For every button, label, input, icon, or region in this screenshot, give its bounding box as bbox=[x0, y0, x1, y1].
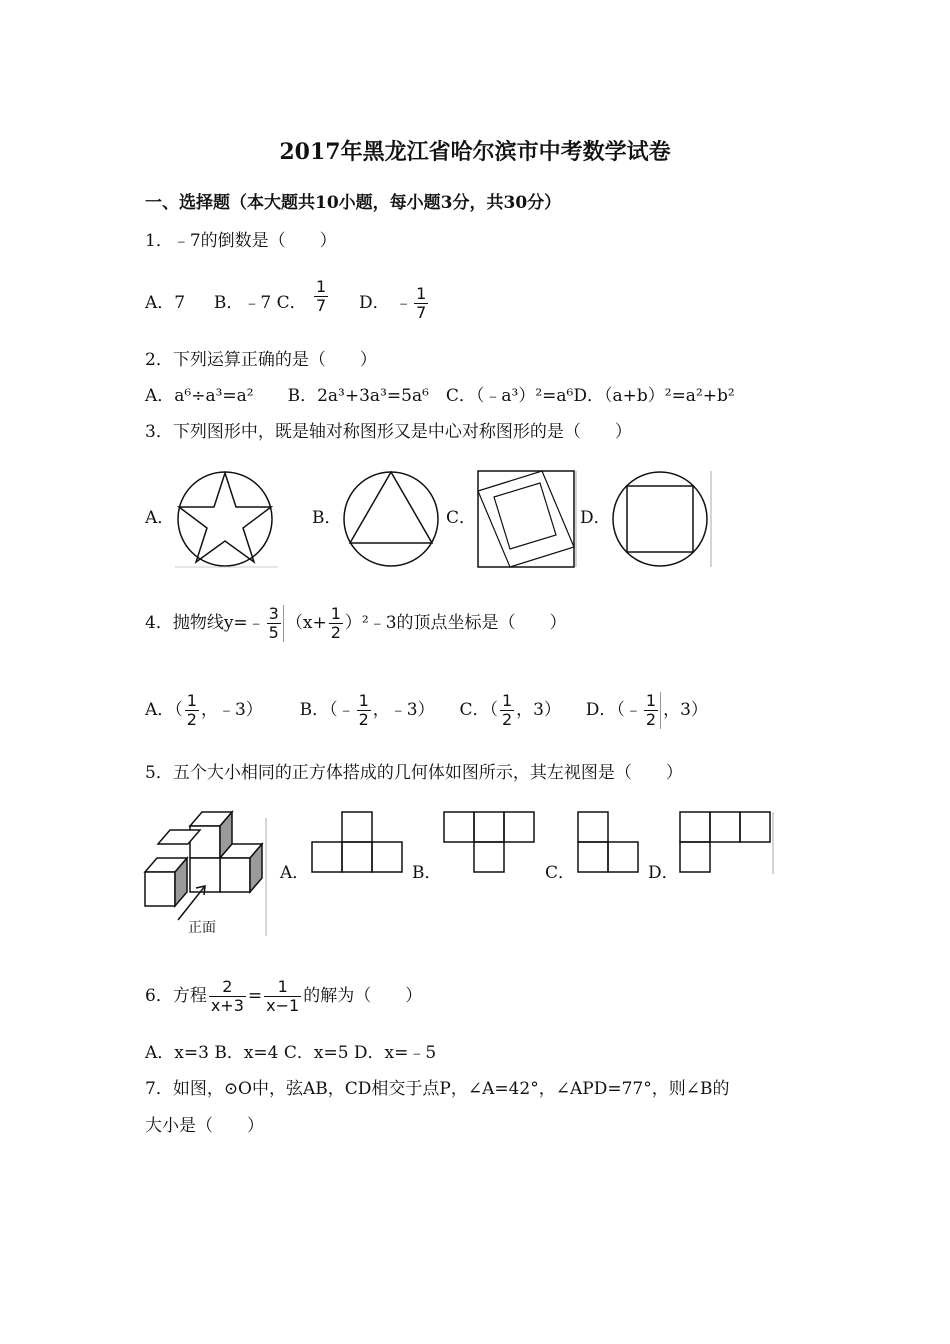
q4-stem bbox=[145, 605, 567, 642]
page-title: 2017年黑龙江省哈尔滨市中考数学试卷 bbox=[279, 139, 671, 165]
q1-d-fraction: $\frac{1}{7}$ bbox=[416, 284, 427, 322]
circle-square-figure bbox=[606, 467, 714, 571]
q4-mid: （x+ bbox=[285, 613, 327, 633]
q2-stem: 2．下列运算正确的是（ ） bbox=[145, 350, 377, 370]
view-d-figure bbox=[676, 808, 776, 878]
q3-label-d: D． bbox=[580, 508, 611, 528]
circle-triangle-figure bbox=[338, 467, 446, 571]
q5-label-b: B． bbox=[412, 863, 442, 883]
cube-stack-figure bbox=[140, 808, 270, 938]
q1-option-b: B．﹣7 bbox=[213, 293, 272, 313]
q1-stem: 1．﹣7的倒数是（ ） bbox=[145, 231, 337, 251]
q5-label-a: A． bbox=[280, 863, 310, 883]
square-rotated-square-figure bbox=[474, 467, 578, 571]
q6-post: 的解为（ ） bbox=[303, 986, 423, 1006]
q2-options: A．a⁶÷a³=a² B．2a³+3a³=5a⁶ C．（﹣a³）²=a⁶D．（a+b）²=a²+b² bbox=[145, 386, 735, 406]
q3-label-c: C． bbox=[446, 508, 477, 528]
view-c-figure bbox=[574, 808, 642, 878]
front-label: 正面 bbox=[188, 920, 216, 936]
q4-a-fraction: $\frac{1}{2}$ bbox=[186, 691, 197, 729]
q4-fraction-3-5: $\frac{3}{5}$ bbox=[267, 605, 284, 642]
q6-equals: = bbox=[247, 986, 263, 1006]
q3-label-b: B． bbox=[312, 508, 342, 528]
circle-star-figure bbox=[170, 467, 280, 571]
q4-b-tail: ，﹣3） bbox=[372, 700, 435, 720]
q4-option-b: B．（﹣ bbox=[299, 700, 355, 720]
q4-options bbox=[145, 692, 708, 729]
q4-option-d: D．（﹣ bbox=[585, 700, 642, 720]
q5-label-c: C． bbox=[545, 863, 576, 883]
q4-d-tail: ，3） bbox=[663, 700, 708, 720]
q6-fraction-right: $\frac{1}{x-1}$ bbox=[266, 977, 300, 1015]
q4-option-a: A．（ bbox=[145, 700, 183, 720]
q4-fraction-1-2: $\frac{1}{2}$ bbox=[330, 604, 341, 642]
q4-c-fraction: $\frac{1}{2}$ bbox=[501, 691, 513, 729]
q1-d-minus: ﹣ bbox=[395, 293, 413, 313]
q3-label-a: A． bbox=[145, 508, 175, 528]
view-b-figure bbox=[440, 808, 536, 878]
q4-post: ）²﹣3的顶点坐标是（ ） bbox=[344, 613, 567, 633]
q6-pre: 6．方程 bbox=[145, 986, 207, 1006]
q4-pre: 4．抛物线y=﹣ bbox=[145, 613, 265, 633]
q1-c-fraction: $\frac{1}{7}$ bbox=[316, 277, 327, 315]
q3-stem: 3．下列图形中，既是轴对称图形又是中心对称图形的是（ ） bbox=[145, 422, 632, 442]
q5-stem: 5．五个大小相同的正方体搭成的几何体如图所示，其左视图是（ ） bbox=[145, 763, 683, 783]
q1-option-a: A．7 bbox=[145, 293, 186, 313]
q4-d-fraction: $\frac{1}{2}$ bbox=[644, 692, 661, 729]
q7-line1: 7．如图，⊙O中，弦AB，CD相交于点P，∠A=42°，∠APD=77°，则∠B的 bbox=[145, 1079, 730, 1099]
q1-options bbox=[145, 277, 430, 322]
q7-line2: 大小是（ ） bbox=[145, 1116, 264, 1136]
q6-fraction-left: $\frac{2}{x+3}$ bbox=[210, 977, 244, 1015]
view-a-figure bbox=[308, 808, 404, 878]
q1-option-c: C． bbox=[276, 293, 307, 313]
q4-c-tail: ，3） bbox=[516, 700, 561, 720]
q4-a-tail: ，﹣3） bbox=[200, 700, 263, 720]
q5-label-d: D． bbox=[648, 863, 679, 883]
q6-stem bbox=[145, 978, 422, 1015]
q1-option-d: D． bbox=[359, 293, 390, 313]
q6-options: A．x=3 B．x=4 C．x=5 D．x=﹣5 bbox=[145, 1043, 437, 1063]
q4-option-c: C．（ bbox=[459, 700, 498, 720]
section-heading: 一、选择题（本大题共10小题，每小题3分，共30分） bbox=[145, 193, 562, 213]
q4-b-fraction: $\frac{1}{2}$ bbox=[358, 691, 369, 729]
